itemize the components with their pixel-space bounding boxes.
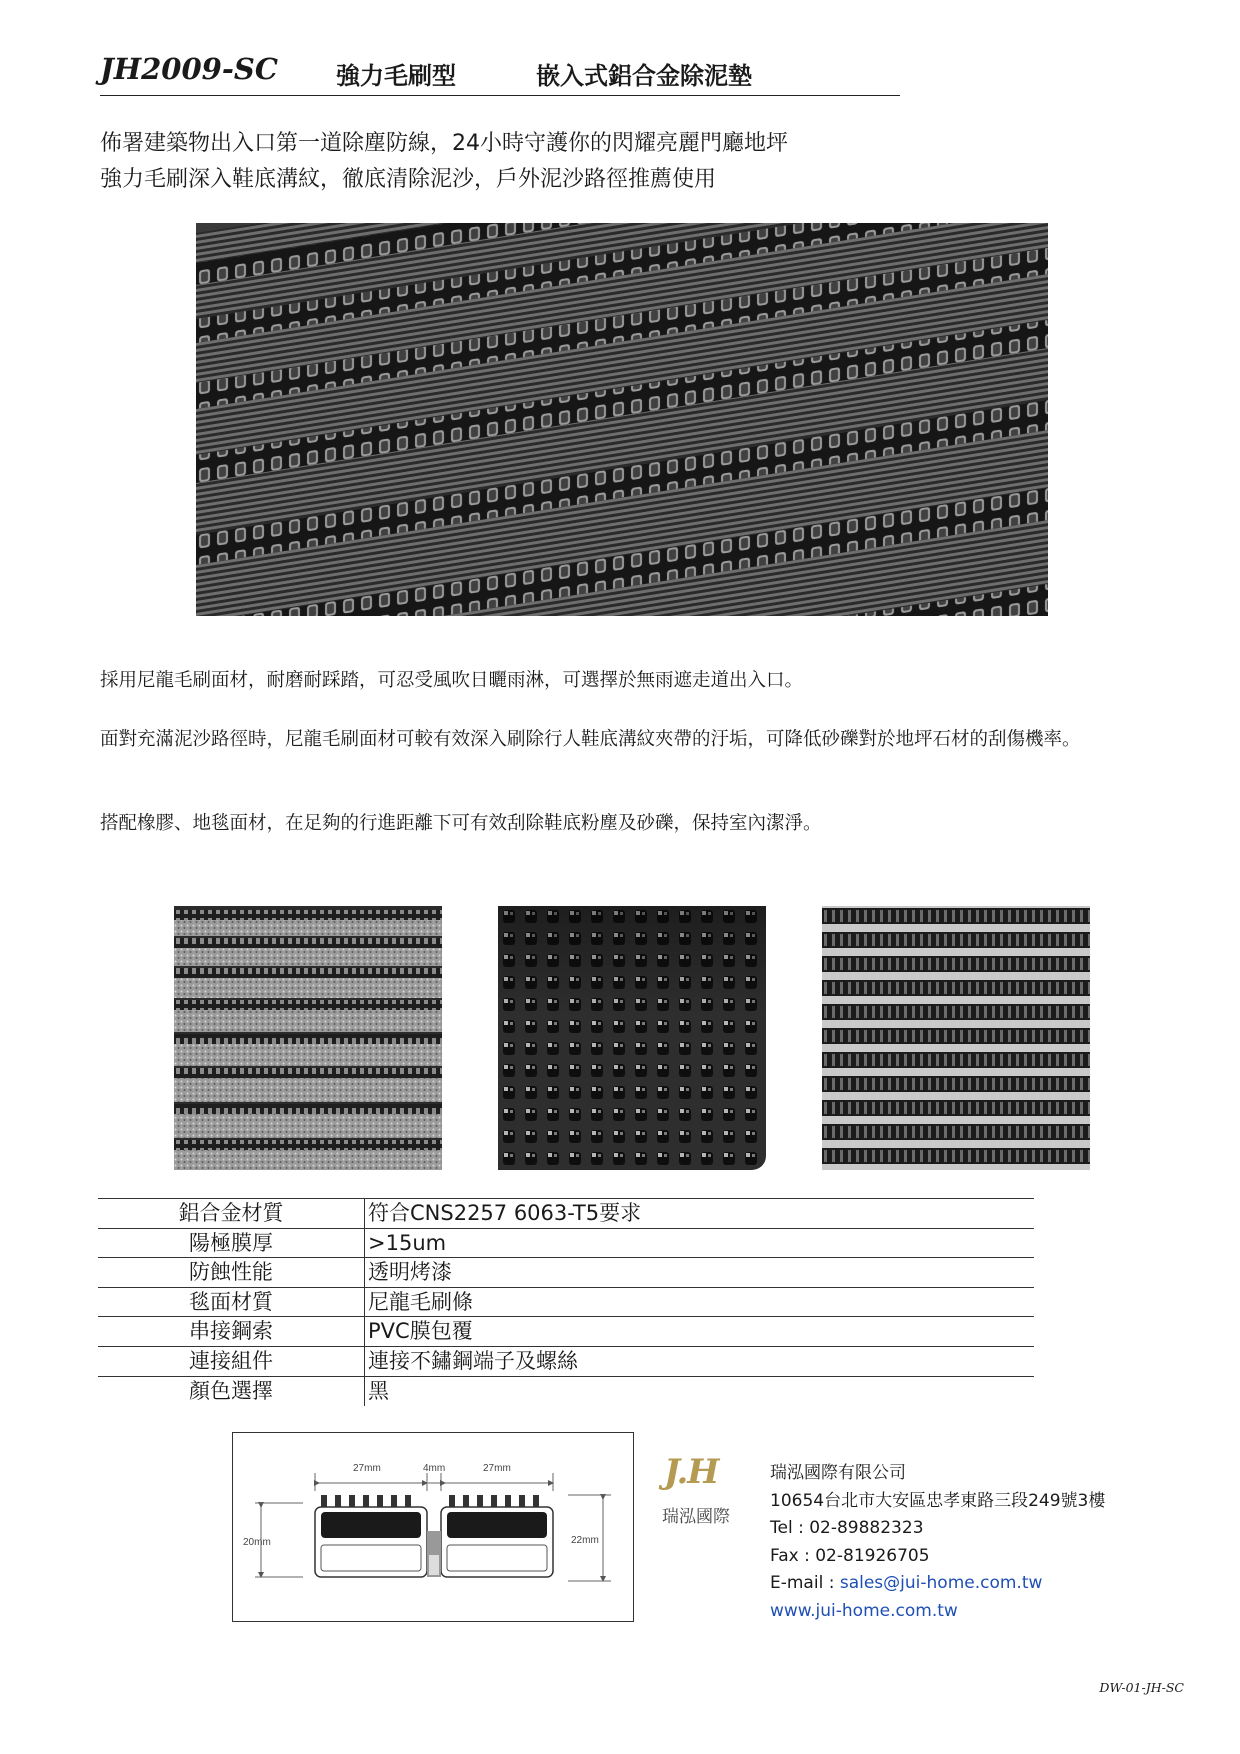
detail-photo-striped-combo <box>174 906 442 1170</box>
spec-row <box>98 1347 1034 1377</box>
product-type: 強力毛刷型 <box>336 62 456 90</box>
dimension-height-left: 20mm <box>243 1537 271 1548</box>
feature-paragraph: 搭配橡膠、地毯面材，在足夠的行進距離下可有效刮除鞋底粉塵及砂礫，保持室內潔淨。 <box>100 813 822 834</box>
spec-divider <box>364 1377 365 1407</box>
spec-label: 毯面材質 <box>189 1289 273 1314</box>
spec-label: 連接組件 <box>189 1348 273 1373</box>
logo-mark: J.H <box>664 1452 719 1492</box>
email-label: E-mail : <box>770 1573 840 1593</box>
feature-paragraph: 面對充滿泥沙路徑時，尼龍毛刷面材可較有效深入刷除行人鞋底溝紋夾帶的汙垢，可降低砂礫對於地坪石材的刮傷機率。 <box>100 729 1081 750</box>
dimension-width-left: 27mm <box>353 1463 381 1474</box>
spec-divider <box>364 1347 365 1376</box>
dimension-gap: 4mm <box>423 1463 446 1474</box>
spec-table <box>98 1198 1034 1406</box>
spec-label: 串接鋼索 <box>189 1319 273 1344</box>
spec-value: 符合CNS2257 6063-T5要求 <box>368 1201 642 1225</box>
spec-divider <box>364 1258 365 1287</box>
company-fax: Fax : 02-81926705 <box>770 1545 930 1566</box>
company-email-line <box>770 1570 1105 1598</box>
spec-value: PVC膜包覆 <box>368 1319 473 1344</box>
detail-photo-2-graphic <box>498 906 766 1170</box>
product-name: 嵌入式鋁合金除泥墊 <box>536 62 752 90</box>
spec-divider <box>364 1317 365 1346</box>
spec-divider <box>364 1229 365 1258</box>
detail-photo-1-graphic <box>174 906 442 1170</box>
spec-label: 顏色選擇 <box>189 1378 273 1403</box>
detail-photo-bristle-tufts <box>498 906 766 1170</box>
spec-row <box>98 1317 1034 1347</box>
spec-divider <box>364 1288 365 1317</box>
intro-line: 佈署建築物出入口第一道除塵防線，24小時守護你的閃耀亮麗門廳地坪 <box>100 131 788 156</box>
main-photo-graphic <box>196 223 1048 616</box>
detail-photo-brush-rows <box>822 906 1090 1170</box>
logo-name: 瑞泓國際 <box>662 1507 730 1527</box>
spec-row <box>98 1288 1034 1318</box>
spec-value: 連接不鏽鋼端子及螺絲 <box>368 1348 578 1373</box>
spec-value: 尼龍毛刷條 <box>368 1289 473 1314</box>
product-model: JH2009-SC <box>100 52 278 86</box>
spec-label: 陽極膜厚 <box>189 1230 273 1255</box>
dimension-width-right: 27mm <box>483 1463 511 1474</box>
feature-paragraph: 採用尼龍毛刷面材，耐磨耐踩踏，可忍受風吹日曬雨淋，可選擇於無雨遮走道出入口。 <box>100 670 804 691</box>
detail-photo-3-graphic <box>822 906 1090 1170</box>
spec-row <box>98 1258 1034 1288</box>
website-link[interactable]: www.jui-home.com.tw <box>770 1600 958 1621</box>
intro-line: 強力毛刷深入鞋底溝紋，徹底清除泥沙，戶外泥沙路徑推薦使用 <box>100 167 717 192</box>
spec-value: >15um <box>368 1230 447 1255</box>
spec-row <box>98 1229 1034 1259</box>
spec-value: 黑 <box>368 1378 389 1403</box>
cross-section-diagram <box>232 1432 634 1622</box>
company-name: 瑞泓國際有限公司 <box>770 1463 906 1483</box>
product-main-photo <box>196 223 1048 616</box>
dimension-height-right: 22mm <box>571 1535 599 1546</box>
spec-value: 透明烤漆 <box>368 1260 452 1285</box>
email-link[interactable]: sales@jui-home.com.tw <box>839 1573 1043 1593</box>
spec-label: 鋁合金材質 <box>178 1201 284 1225</box>
spec-label: 防蝕性能 <box>189 1260 273 1285</box>
document-code: DW-01-JH-SC <box>1099 1680 1184 1695</box>
company-logo <box>662 1452 742 1532</box>
title-bar <box>100 52 900 96</box>
intro-text <box>100 126 788 198</box>
company-address: 10654台北市大安區忠孝東路三段249號3樓 <box>770 1490 1106 1511</box>
cross-section-graphic <box>233 1433 632 1620</box>
spec-row <box>98 1377 1034 1407</box>
spec-row <box>98 1199 1034 1229</box>
spec-divider <box>364 1199 365 1228</box>
company-info <box>770 1460 1105 1625</box>
company-tel: Tel : 02-89882323 <box>770 1518 924 1538</box>
